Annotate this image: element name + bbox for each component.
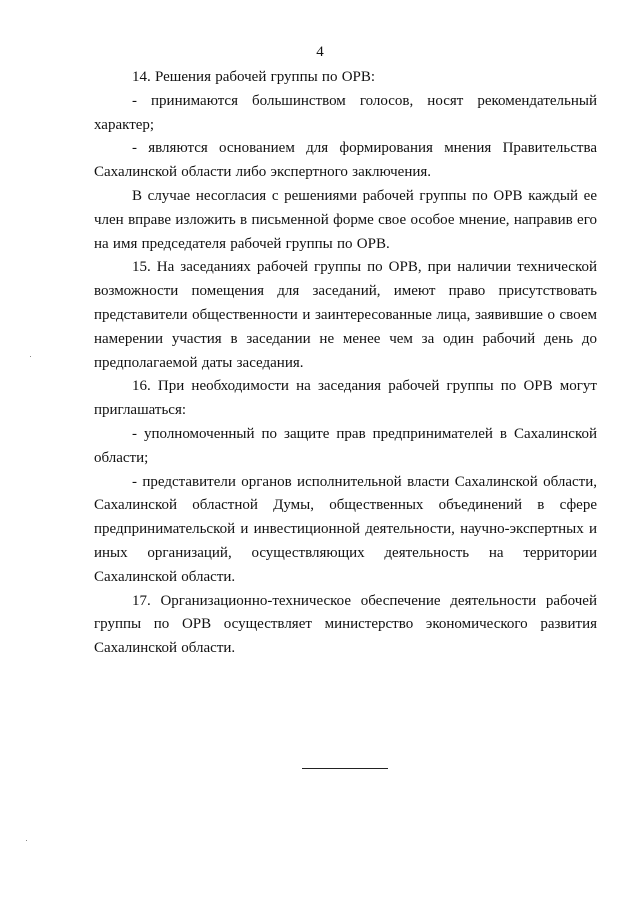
paragraph-17: 17. Организационно-техническое обеспечение деятельности рабочей группы по ОРВ осуществляет министерство экономического развития Сахалинской области. (94, 592, 597, 657)
document-body (94, 66, 597, 661)
paragraph-16-item-1: - уполномоченный по защите прав предпринимателей в Сахалинской области; (94, 425, 597, 466)
paragraph-15: 15. На заседаниях рабочей группы по ОРВ, при наличии технической возможности помещения для заседаний, имеют право присутствовать представители общественности и заинтересованные лица, заявившие о своем намерении участия в заседании не менее чем за один рабочий день до предполагаемой даты заседания. (94, 259, 597, 371)
scan-speck (30, 356, 31, 357)
end-of-document-rule (302, 768, 388, 769)
paragraph-16-item-2: - представители органов исполнительной власти Сахалинской области, Сахалинской областной Думы, общественных объединений в сфере предпринимательской и инвестиционной деятельности, научно-экспертных и иных организаций, осуществляющих деятельность на территории Сахалинской области. (94, 473, 597, 585)
scan-speck (26, 840, 27, 841)
page-number: 4 (316, 44, 324, 60)
paragraph-14-dissent: В случае несогласия с решениями рабочей группы по ОРВ каждый ее член вправе изложить в письменной форме свое особое мнение, направив его на имя председателя рабочей группы по ОРВ. (94, 187, 597, 252)
paragraph-14-item-2: - являются основанием для формирования мнения Правительства Сахалинской области либо экспертного заключения. (94, 140, 597, 181)
paragraph-16-heading: 16. При необходимости на заседания рабочей группы по ОРВ могут приглашаться: (94, 378, 597, 419)
paragraph-14-heading: 14. Решения рабочей группы по ОРВ: (132, 69, 376, 85)
paragraph-14-item-1: - принимаются большинством голосов, носят рекомендательный характер; (94, 92, 597, 133)
